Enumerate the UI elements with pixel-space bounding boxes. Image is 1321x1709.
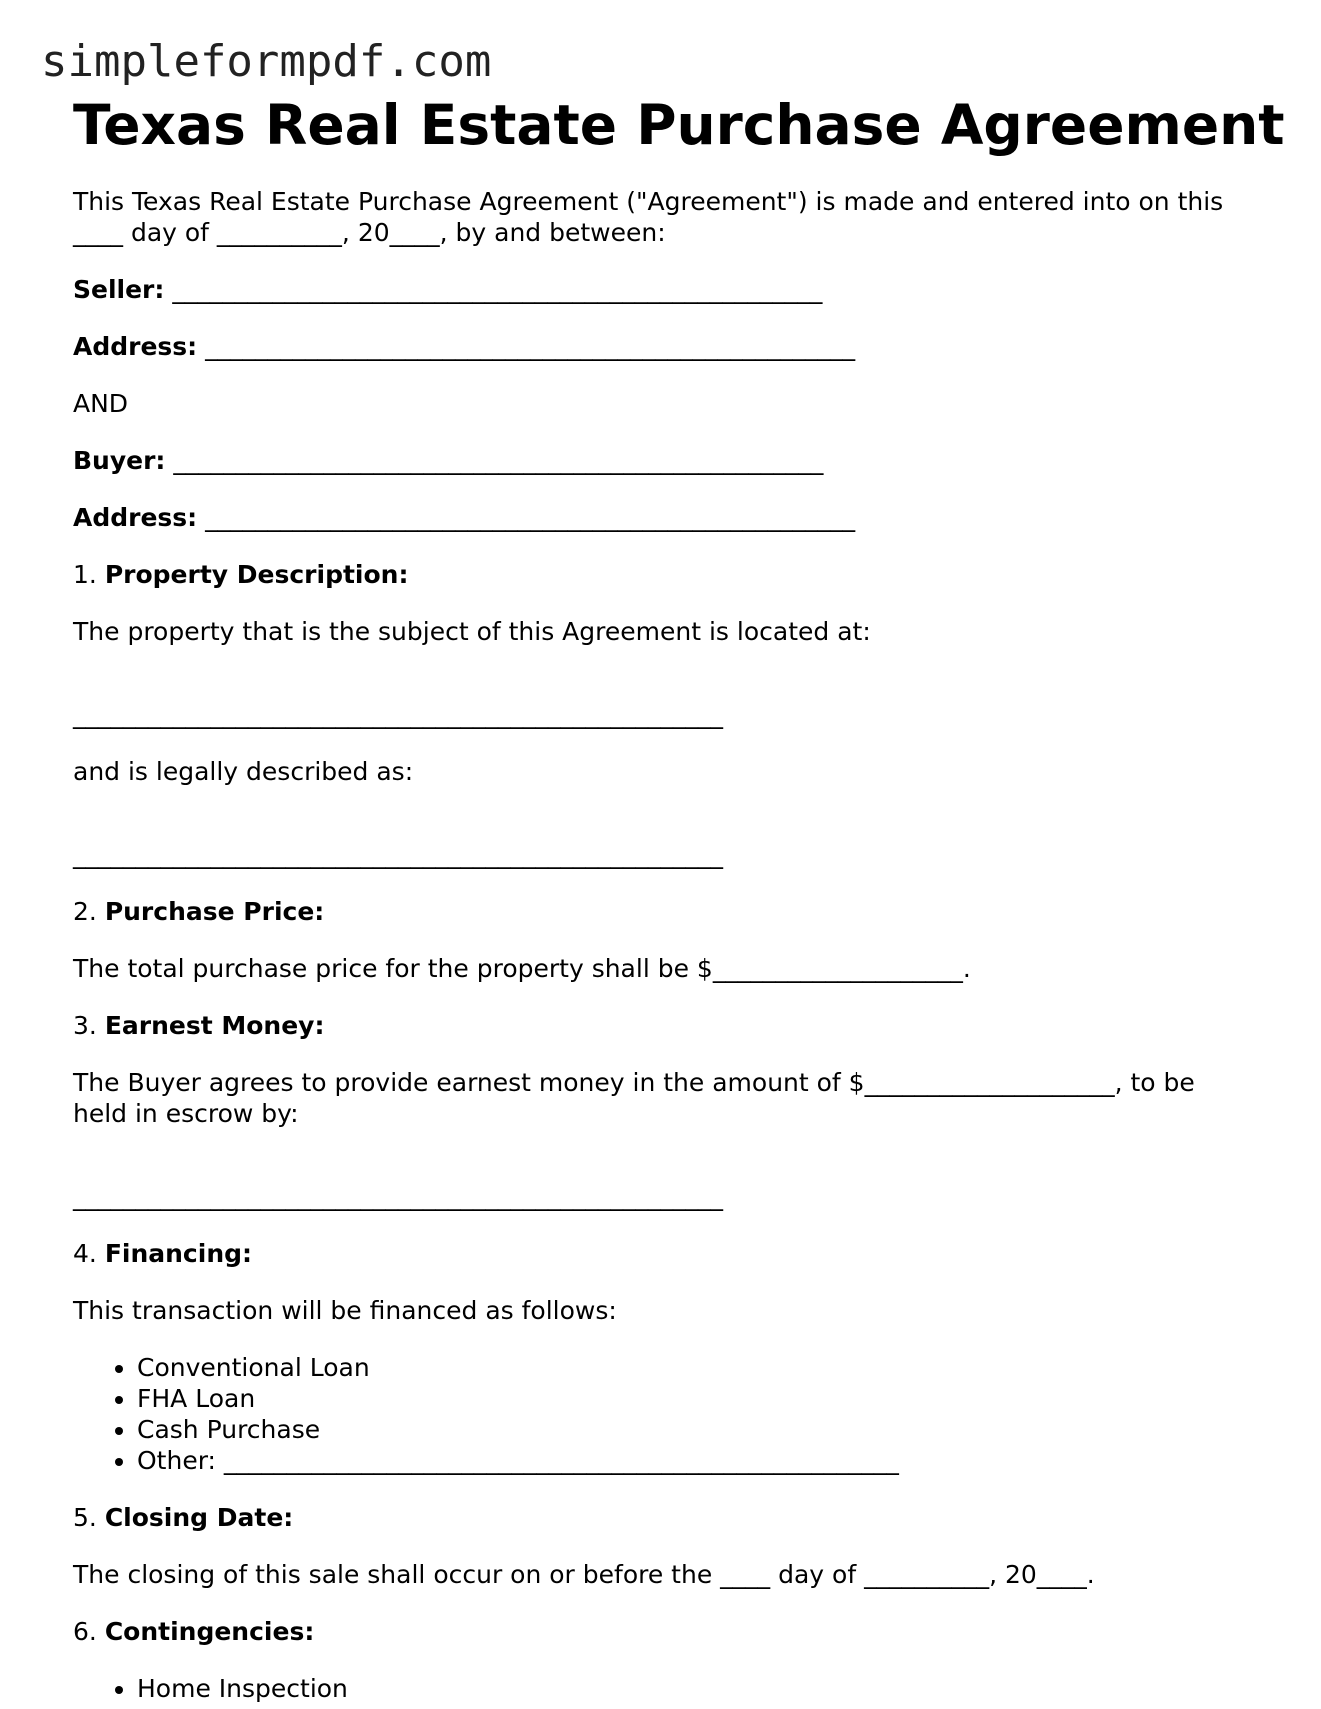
section-property-heading	[73, 559, 1263, 590]
buyer-label: Buyer:	[73, 446, 166, 475]
section-number: 3.	[73, 1011, 97, 1040]
closing-text: The closing of this sale shall occur on or before the ____ day of __________, 20____.	[73, 1560, 1095, 1589]
earnest-text: The Buyer agrees to provide earnest money in the amount of $____________________, to be held in escrow by:	[73, 1068, 1195, 1128]
contingencies-list	[73, 1673, 1263, 1704]
financing-options-list	[73, 1352, 1263, 1476]
earnest-escrow-blank[interactable]: ____________________________________________________	[73, 1182, 723, 1211]
section-price-heading	[73, 896, 1263, 927]
section-financing-heading	[73, 1238, 1263, 1269]
contingency-item: • Home Inspection	[137, 1673, 1263, 1704]
section-number: 6.	[73, 1617, 97, 1646]
section-closing-heading	[73, 1502, 1263, 1533]
buyer-address-label: Address:	[73, 503, 198, 532]
property-location-blank[interactable]: ____________________________________________________	[73, 700, 723, 729]
buyer-address-blank[interactable]: ____________________________________________________	[205, 503, 856, 532]
document	[73, 92, 1285, 1704]
financing-text: This transaction will be financed as follows:	[73, 1296, 617, 1325]
section-earnest-heading	[73, 1010, 1263, 1041]
property-location-text: The property that is the subject of this Agreement is located at:	[73, 617, 871, 646]
section-number: 5.	[73, 1503, 97, 1532]
property-legal-text: and is legally described as:	[73, 757, 414, 786]
section-number: 4.	[73, 1239, 97, 1268]
seller-field	[73, 274, 1263, 305]
financing-option: • FHA Loan	[137, 1383, 1263, 1414]
section-title: Financing:	[104, 1239, 253, 1268]
section-title: Contingencies:	[104, 1617, 315, 1646]
section-number: 1.	[73, 560, 97, 589]
section-contingencies-heading	[73, 1616, 1263, 1647]
section-title: Property Description:	[104, 560, 409, 589]
intro-paragraph: This Texas Real Estate Purchase Agreement ("Agreement") is made and entered into on this ____ day of __________, 20____, by and between:	[73, 187, 1224, 247]
buyer-blank[interactable]: ____________________________________________________	[173, 446, 824, 475]
seller-label: Seller:	[73, 275, 165, 304]
section-title: Closing Date:	[104, 1503, 294, 1532]
section-number: 2.	[73, 897, 97, 926]
section-title: Earnest Money:	[104, 1011, 325, 1040]
seller-address-blank[interactable]: ____________________________________________________	[205, 332, 856, 361]
seller-address-label: Address:	[73, 332, 198, 361]
document-title: Texas Real Estate Purchase Agreement	[73, 93, 1285, 157]
price-text: The total purchase price for the property shall be $____________________.	[73, 954, 971, 983]
buyer-field	[73, 445, 1263, 476]
financing-option-other[interactable]: • Other: ______________________________________________________	[137, 1445, 1263, 1476]
seller-address-field	[73, 331, 1263, 362]
financing-option: • Conventional Loan	[137, 1352, 1263, 1383]
seller-blank[interactable]: ____________________________________________________	[172, 275, 823, 304]
buyer-address-field	[73, 502, 1263, 533]
section-title: Purchase Price:	[104, 897, 325, 926]
financing-option: • Cash Purchase	[137, 1414, 1263, 1445]
property-legal-blank[interactable]: ____________________________________________________	[73, 840, 723, 869]
watermark-text: simpleformpdf.com	[41, 36, 492, 87]
and-text: AND	[73, 389, 129, 418]
